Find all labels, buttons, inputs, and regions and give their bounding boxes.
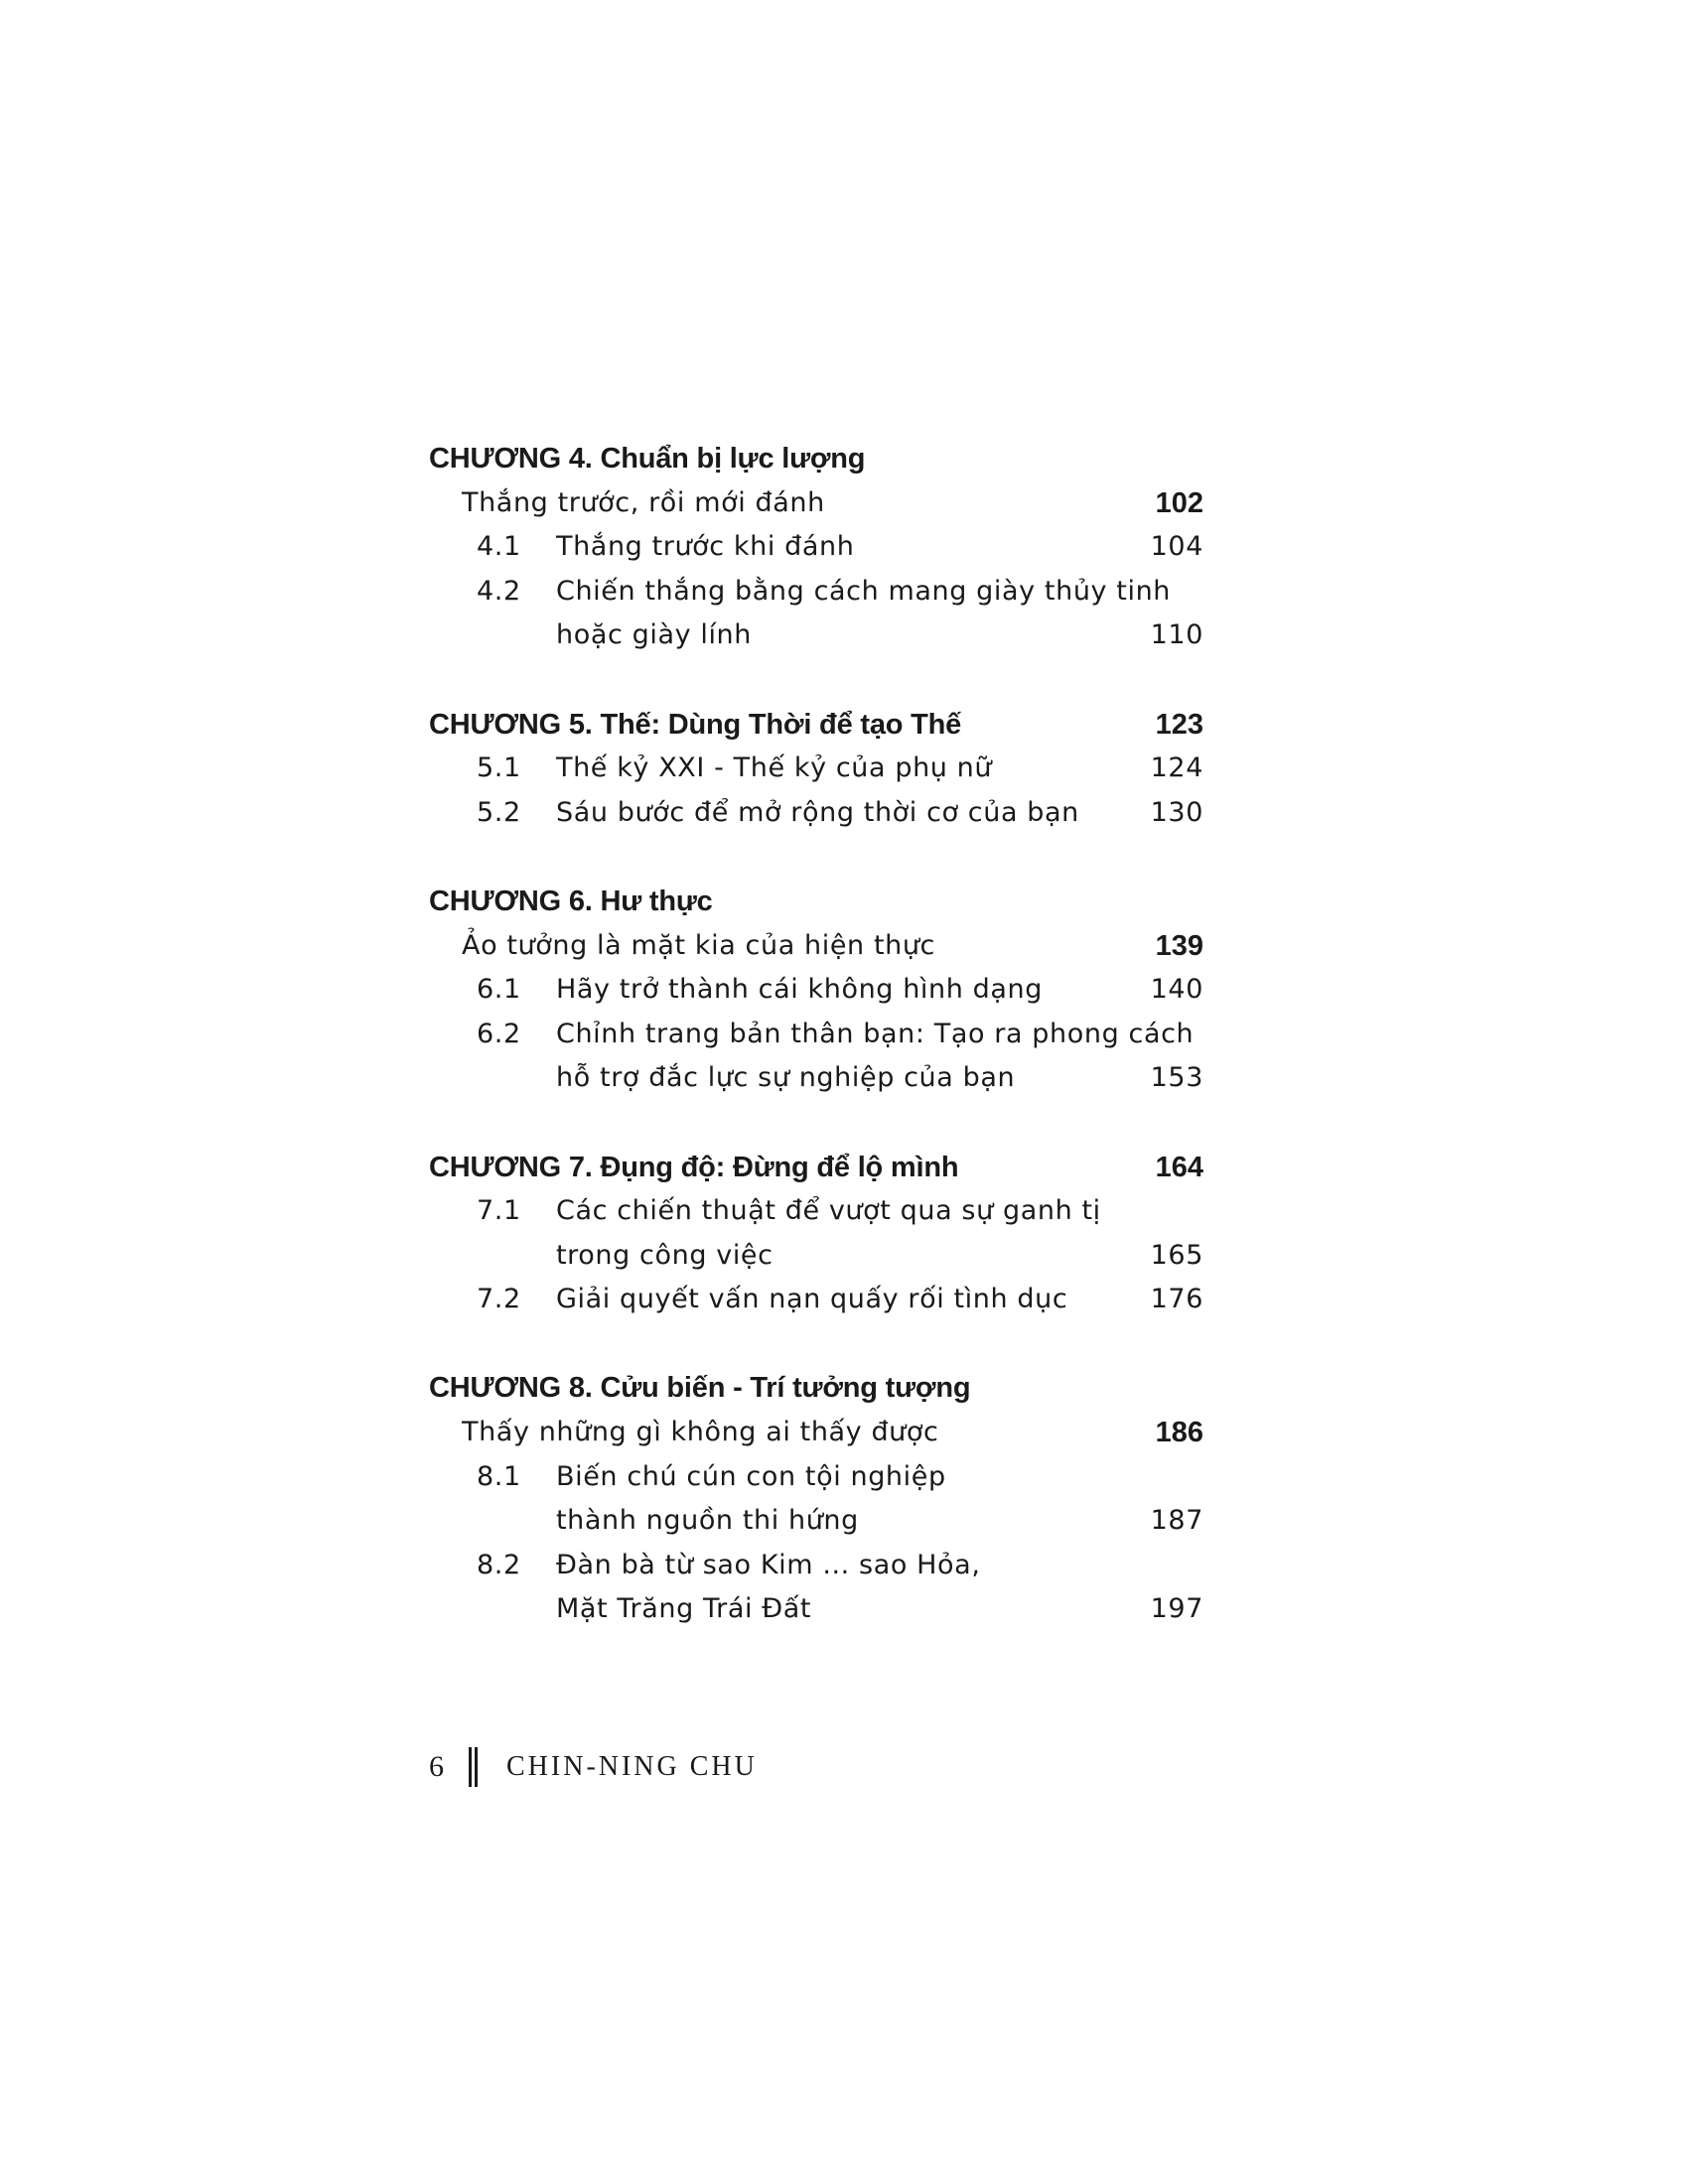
chapter-title: CHƯƠNG 4. Chuẩn bị lực lượng	[429, 443, 866, 475]
footer-author: CHIN-NING CHU	[506, 1751, 758, 1782]
chapter-title: CHƯƠNG 6. Hư thực	[429, 885, 713, 917]
section-number: 8.1	[477, 1460, 521, 1492]
section-entry	[429, 1234, 1203, 1279]
section-page-number: 197	[1150, 1593, 1203, 1625]
section-entry	[429, 570, 1203, 614]
section-number: 5.1	[477, 752, 521, 784]
section-entry	[429, 1499, 1203, 1544]
section-page-number: 140	[1150, 974, 1203, 1006]
chapter-title: CHƯƠNG 8. Cửu biến - Trí tưởng tượng	[429, 1372, 971, 1405]
chapter-spacer	[429, 658, 1203, 703]
chapter-intro	[429, 1411, 1203, 1455]
chapter-spacer	[429, 835, 1203, 880]
section-number: 7.1	[477, 1195, 521, 1227]
section-entry	[429, 1544, 1203, 1588]
section-number: 5.2	[477, 796, 521, 828]
chapter-spacer	[429, 1322, 1203, 1367]
chapter-intro-page-number: 102	[1155, 486, 1203, 519]
section-number: 6.2	[477, 1018, 521, 1049]
chapter-heading	[429, 1146, 1203, 1190]
section-title: Hãy trở thành cái không hình dạng	[556, 974, 1043, 1006]
section-entry	[429, 1013, 1203, 1057]
chapter-page-number: 164	[1155, 1151, 1203, 1183]
section-title: Các chiến thuật để vượt qua sự ganh tị	[556, 1195, 1101, 1227]
chapter-block	[429, 880, 1203, 1101]
section-entry	[429, 1189, 1203, 1234]
chapter-block	[429, 1366, 1203, 1632]
section-page-number: 176	[1150, 1284, 1203, 1315]
chapter-block	[429, 437, 1203, 658]
table-of-contents	[429, 437, 1203, 1632]
chapter-intro-title: Ảo tưởng là mặt kia của hiện thực	[462, 929, 935, 961]
section-entry	[429, 791, 1203, 836]
chapter-title: CHƯƠNG 5. Thế: Dùng Thời để tạo Thế	[429, 708, 962, 741]
section-entry	[429, 1056, 1203, 1101]
section-entry	[429, 1278, 1203, 1322]
chapter-intro-page-number: 186	[1155, 1417, 1203, 1449]
section-title: thành nguồn thi hứng	[556, 1505, 859, 1537]
section-page-number: 153	[1150, 1062, 1203, 1094]
section-title: Biến chú cún con tội nghiệp	[556, 1460, 946, 1492]
section-title: Chiến thắng bằng cách mang giày thủy tinh	[556, 575, 1172, 607]
section-title: Chỉnh trang bản thân bạn: Tạo ra phong cách	[556, 1018, 1195, 1049]
chapter-heading	[429, 880, 1203, 924]
section-title: hỗ trợ đắc lực sự nghiệp của bạn	[556, 1062, 1016, 1094]
section-title: Sáu bước để mở rộng thời cơ của bạn	[556, 796, 1079, 828]
chapter-page-number: 123	[1155, 708, 1203, 741]
chapter-intro-page-number: 139	[1155, 929, 1203, 962]
chapter-intro-title: Thấy những gì không ai thấy được	[462, 1417, 939, 1448]
section-page-number: 110	[1150, 619, 1203, 651]
page-footer	[429, 1747, 758, 1787]
chapter-title: CHƯƠNG 7. Đụng độ: Đừng để lộ mình	[429, 1151, 959, 1183]
chapter-spacer	[429, 1101, 1203, 1146]
section-title: Đàn bà từ sao Kim ... sao Hỏa,	[556, 1549, 981, 1580]
section-page-number: 165	[1150, 1239, 1203, 1271]
section-page-number: 124	[1150, 752, 1203, 784]
footer-double-rule	[469, 1747, 479, 1787]
section-title: hoặc giày lính	[556, 619, 752, 651]
section-title: trong công việc	[556, 1239, 774, 1271]
footer-page-number: 6	[429, 1750, 444, 1783]
section-number: 6.1	[477, 974, 521, 1006]
section-entry	[429, 525, 1203, 570]
chapter-heading	[429, 1366, 1203, 1411]
section-number: 7.2	[477, 1284, 521, 1315]
section-page-number: 104	[1150, 531, 1203, 563]
section-entry	[429, 747, 1203, 791]
section-page-number: 130	[1150, 796, 1203, 828]
section-title: Mặt Trăng Trái Đất	[556, 1593, 812, 1625]
section-page-number: 187	[1150, 1505, 1203, 1537]
section-number: 4.1	[477, 531, 521, 563]
section-title: Thế kỷ XXI - Thế kỷ của phụ nữ	[556, 752, 993, 784]
chapter-block	[429, 1146, 1203, 1322]
section-entry	[429, 614, 1203, 658]
chapter-intro-title: Thắng trước, rồi mới đánh	[462, 486, 825, 518]
section-title: Thắng trước khi đánh	[556, 531, 855, 563]
section-entry	[429, 1455, 1203, 1500]
section-entry	[429, 968, 1203, 1013]
section-number: 8.2	[477, 1549, 521, 1580]
chapter-intro	[429, 481, 1203, 526]
section-title: Giải quyết vấn nạn quấy rối tình dục	[556, 1284, 1068, 1315]
chapter-block	[429, 703, 1203, 836]
section-entry	[429, 1587, 1203, 1632]
section-number: 4.2	[477, 575, 521, 607]
chapter-intro	[429, 924, 1203, 969]
chapter-heading	[429, 703, 1203, 748]
chapter-heading	[429, 437, 1203, 481]
